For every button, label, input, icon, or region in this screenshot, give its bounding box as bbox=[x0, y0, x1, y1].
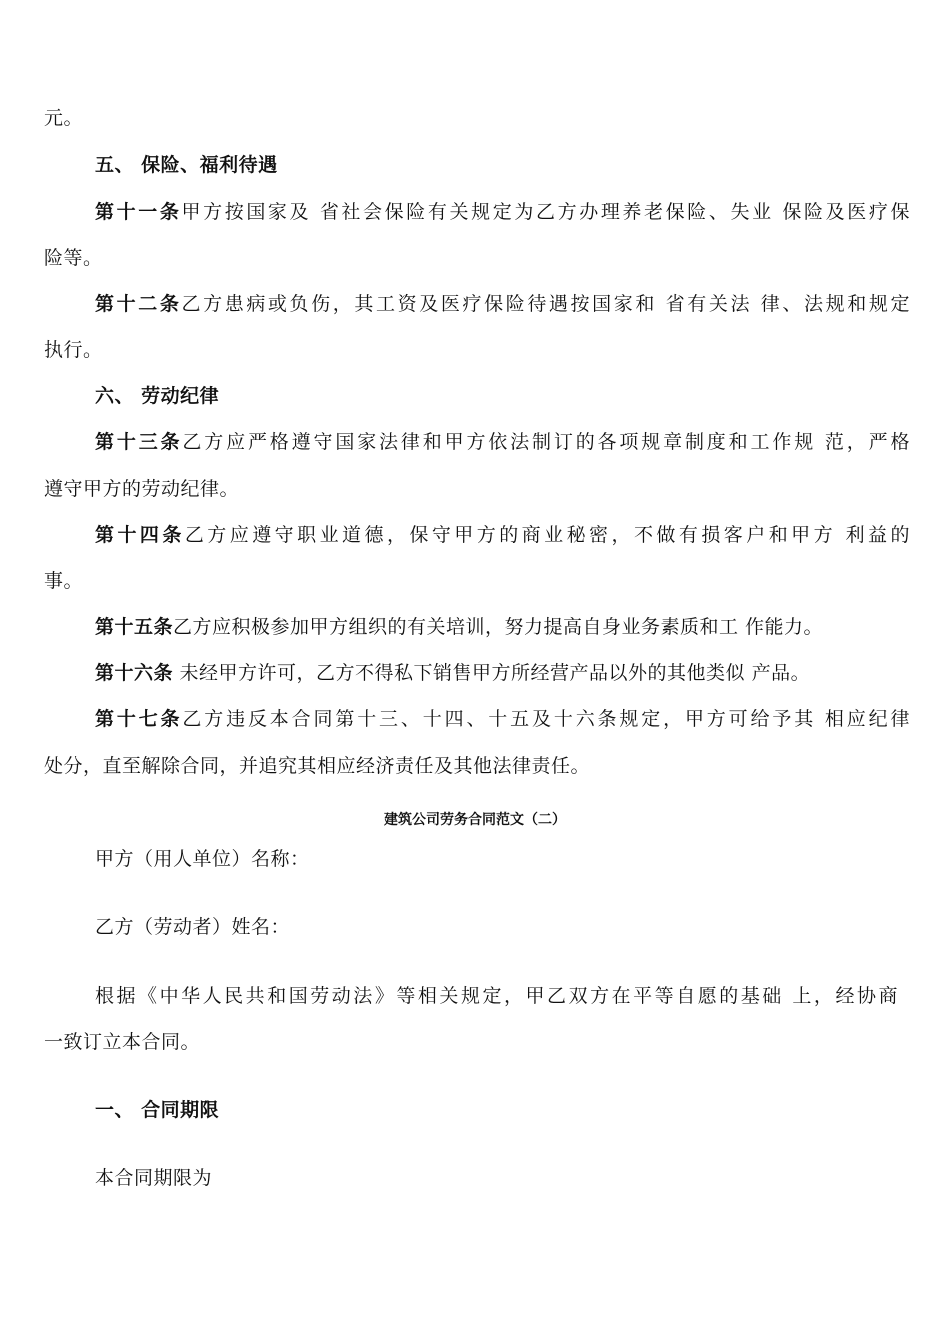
article-label: 第十四条 bbox=[95, 524, 185, 546]
article-12-line-1 bbox=[95, 292, 910, 316]
article-text: 乙方应积极参加甲方组织的有关培训，努力提高自身业务素质和工 作能力。 bbox=[173, 616, 824, 638]
article-12-line-2: 执行。 bbox=[44, 339, 103, 361]
contract-term-line: 本合同期限为 bbox=[95, 1167, 213, 1189]
article-17-line-2: 处分，直至解除合同，并追究其相应经济责任及其他法律责任。 bbox=[44, 755, 591, 777]
intro-line-1: 根据《中华人民共和国劳动法》等相关规定，甲乙双方在平等自愿的基础 上，经协商 bbox=[95, 985, 898, 1007]
article-14-line-1 bbox=[95, 523, 910, 547]
article-text: 乙方违反本合同第十三、十四、十五及十六条规定，甲方可给予其 相应纪律 bbox=[182, 708, 910, 730]
article-text: 未经甲方许可，乙方不得私下销售甲方所经营产品以外的其他类似 产品。 bbox=[173, 662, 811, 684]
article-15-line-1 bbox=[95, 615, 910, 639]
article-label: 第十五条 bbox=[95, 616, 174, 638]
party-b-label: 乙方（劳动者）姓名： bbox=[95, 916, 291, 938]
article-11-line-2: 险等。 bbox=[44, 247, 103, 269]
article-17-line-1 bbox=[95, 707, 910, 731]
article-text: 甲方按国家及 省社会保险有关规定为乙方办理养老保险、失业 保险及医疗保 bbox=[181, 201, 910, 223]
article-label: 第十一条 bbox=[95, 201, 182, 223]
article-label: 第十二条 bbox=[95, 293, 182, 315]
article-13-line-2: 遵守甲方的劳动纪律。 bbox=[44, 478, 240, 500]
article-11-line-1 bbox=[95, 200, 910, 224]
article-13-line-1 bbox=[95, 430, 910, 454]
party-a-label: 甲方（用人单位）名称： bbox=[95, 848, 310, 870]
article-label: 第十六条 bbox=[95, 662, 174, 684]
section-heading-contract-term: 一、 合同期限 bbox=[95, 1099, 220, 1121]
section-heading-insurance: 五、 保险、福利待遇 bbox=[95, 154, 278, 176]
article-label: 第十三条 bbox=[95, 431, 183, 453]
article-14-line-2: 事。 bbox=[44, 570, 84, 592]
article-16-line-1 bbox=[95, 661, 910, 685]
article-text: 乙方应严格遵守国家法律和甲方依法制订的各项规章制度和工作规 范，严格 bbox=[182, 431, 910, 453]
article-text: 乙方患病或负伤，其工资及医疗保险待遇按国家和 省有关法 律、法规和规定 bbox=[181, 293, 910, 315]
article-label: 第十七条 bbox=[95, 708, 183, 730]
article-text: 乙方应遵守职业道德，保守甲方的商业秘密，不做有损客户和甲方 利益的 bbox=[184, 524, 910, 546]
intro-line-2: 一致订立本合同。 bbox=[44, 1031, 201, 1053]
document-title: 建筑公司劳务合同范文（二） bbox=[384, 812, 566, 828]
section-heading-discipline: 六、 劳动纪律 bbox=[95, 385, 220, 407]
text-line: 元。 bbox=[44, 107, 84, 129]
